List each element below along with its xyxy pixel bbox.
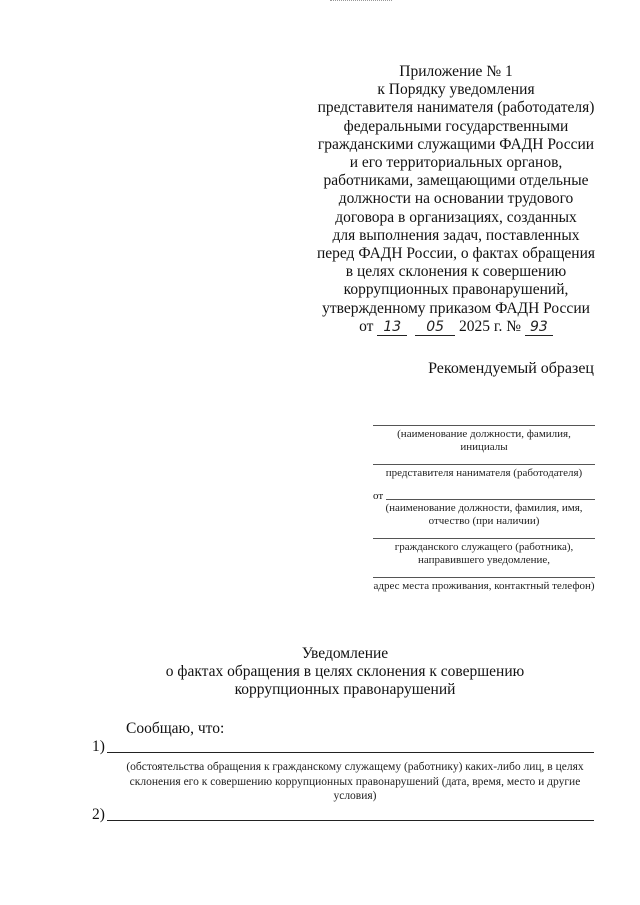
order-number: 93 (525, 320, 553, 336)
appendix-line: в целях склонения к совершению (345, 263, 567, 281)
item-number: 1) (92, 738, 105, 755)
appendix-line: договора в организациях, созданных (335, 208, 577, 226)
order-year: 2025 г. № (459, 317, 522, 335)
sender-name-field[interactable] (386, 498, 595, 500)
item-1-field[interactable] (107, 751, 594, 753)
appendix-line: гражданскими служащими ФАДН России (317, 135, 595, 153)
addressee-block (373, 425, 595, 603)
sender-caption: (наименование должности, фамилия, имя, отчество (при наличии) (385, 502, 583, 527)
appendix-line: федеральными государственными (343, 117, 569, 135)
order-day: 13 (377, 320, 407, 336)
appendix-line: утвержденному приказом ФАДН России (322, 299, 590, 317)
addressee-caption: (наименование должности, фамилия, инициалы (397, 428, 571, 453)
date-prefix: от (359, 317, 374, 335)
order-month: 05 (415, 320, 455, 336)
item-number: 2) (92, 806, 105, 823)
notice-title: Уведомление (301, 645, 389, 662)
from-row (373, 490, 595, 502)
appendix-line: перед ФАДН России, о фактах обращения (316, 245, 596, 263)
appendix-line: работниками, замещающими отдельные (323, 172, 589, 190)
report-intro: Сообщаю, что: (126, 720, 225, 737)
address-field[interactable] (373, 577, 595, 578)
appendix-line: к Порядку уведомления (377, 81, 535, 99)
item-2-field[interactable] (107, 819, 594, 821)
appendix-header (300, 63, 612, 336)
sample-label: Рекомендуемый образец (428, 360, 594, 377)
addressee-position-field[interactable] (373, 425, 595, 426)
appendix-line: для выполнения задач, поставленных (332, 226, 580, 244)
appendix-line: Приложение № 1 (399, 63, 513, 80)
sender-employee-caption: гражданского служащего (работника), направившего уведомление, (394, 541, 574, 566)
appendix-line: и его территориальных органов, (349, 154, 563, 172)
item-1 (92, 738, 594, 756)
notice-subtitle: коррупционных правонарушений (234, 681, 456, 698)
notice-subtitle: о фактах обращения в целях склонения к совершению (165, 663, 525, 680)
address-caption: адрес места проживания, контактный телефон) (373, 580, 595, 592)
item-1-caption: (обстоятельства обращения к гражданскому служащему (работнику) каких-либо лиц, в целях склонения его к совершению коррупционных правонарушений (дата, время, место и другие условия) (126, 761, 584, 802)
notice-title-block (150, 645, 540, 699)
item-2 (92, 806, 594, 824)
employer-caption: представителя нанимателя (работодателя) (385, 467, 583, 479)
appendix-line: коррупционных правонарушений, (343, 281, 569, 299)
sender-employee-field[interactable] (373, 538, 595, 539)
appendix-line: должности на основании трудового (338, 190, 574, 208)
scan-artifact (330, 0, 392, 1)
employer-field[interactable] (373, 464, 595, 465)
order-date-line (300, 318, 612, 336)
from-label: от (373, 490, 384, 502)
appendix-line: представителя нанимателя (работодателя) (317, 99, 595, 117)
